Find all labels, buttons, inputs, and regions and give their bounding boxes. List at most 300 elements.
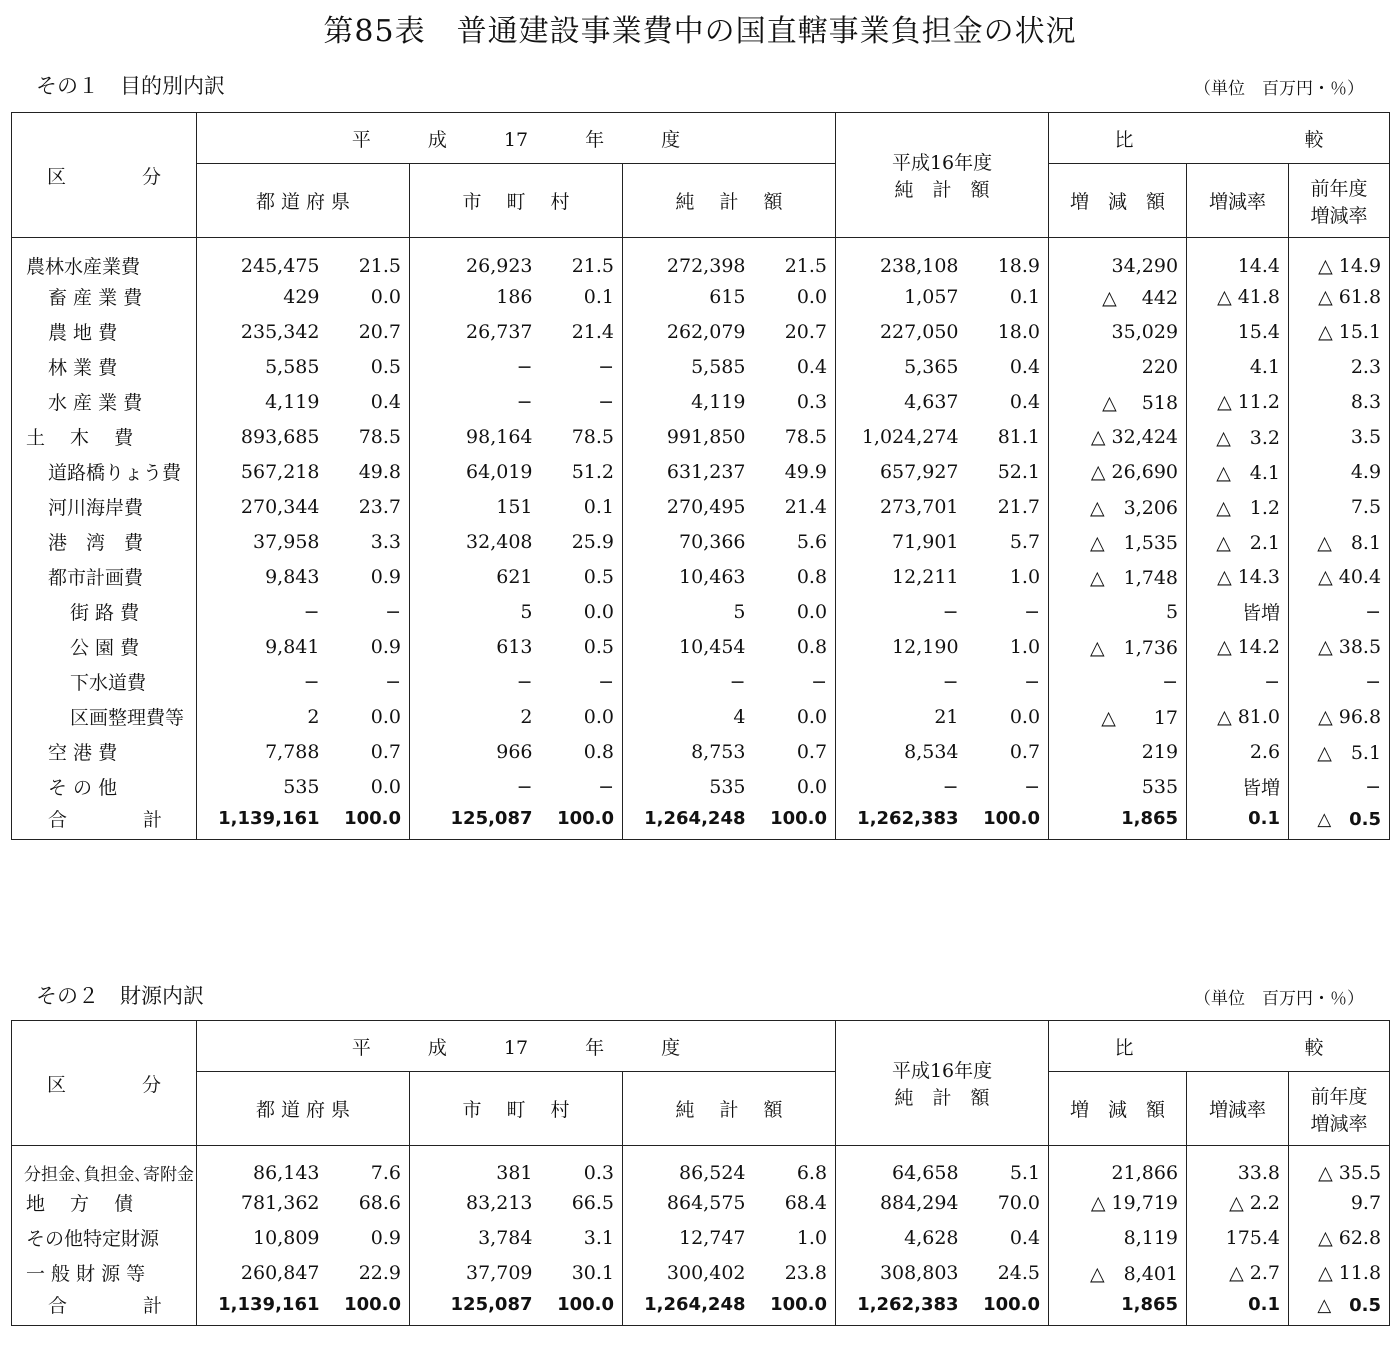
table-cell: 227,050	[836, 314, 967, 349]
table-cell: 6.8	[754, 1146, 836, 1186]
table-cell: △ 11.2	[1187, 384, 1289, 419]
table-cell: 0.5	[541, 629, 623, 664]
table-cell: △ 14.2	[1187, 629, 1289, 664]
table-cell: △ 3,206	[1049, 489, 1187, 524]
row-label: 地 方 債	[12, 1185, 197, 1220]
section-2-unit: （単位 百万円・％）	[1194, 989, 1364, 1009]
table-cell: 0.1	[967, 279, 1049, 314]
header-h16-line1: 平成16年度	[891, 1060, 993, 1082]
table-cell: 2	[197, 699, 328, 734]
table-cell: −	[967, 664, 1049, 699]
table-cell: 21.5	[328, 238, 410, 280]
table-row	[12, 734, 1390, 769]
table-row	[12, 1146, 1390, 1186]
table-cell: 1.0	[967, 629, 1049, 664]
table-cell: 262,079	[623, 314, 754, 349]
table-cell: 12,747	[623, 1220, 754, 1255]
table-cell: △ 1,736	[1049, 629, 1187, 664]
table-cell: −	[754, 664, 836, 699]
table-cell: 0.8	[541, 734, 623, 769]
table-cell: 8.3	[1289, 384, 1390, 419]
table-cell: 100.0	[754, 1290, 836, 1325]
table-cell: △ 1.2	[1187, 489, 1289, 524]
table-cell: 18.0	[967, 314, 1049, 349]
table-cell: 1,139,161	[197, 804, 328, 839]
table-cell: △ 2.1	[1187, 524, 1289, 559]
table-cell: 52.1	[967, 454, 1049, 489]
table-cell: 23.8	[754, 1255, 836, 1290]
table-cell: 186	[410, 279, 541, 314]
table-row	[12, 1185, 1390, 1220]
table-cell: 83,213	[410, 1185, 541, 1220]
table-cell: −	[541, 384, 623, 419]
table-row	[12, 524, 1390, 559]
table-cell: △ 61.8	[1289, 279, 1390, 314]
table-cell: 0.7	[967, 734, 1049, 769]
table-cell: 21.5	[754, 238, 836, 280]
row-label: そ の 他	[12, 769, 197, 804]
section-1-unit: （単位 百万円・％）	[1194, 79, 1364, 99]
table-cell: 100.0	[967, 1290, 1049, 1325]
table-cell: 1,264,248	[623, 1290, 754, 1325]
table-row	[12, 559, 1390, 594]
table-cell: 10,463	[623, 559, 754, 594]
table-cell: 70.0	[967, 1185, 1049, 1220]
table-cell: 4	[623, 699, 754, 734]
table-row	[12, 454, 1390, 489]
table-cell: 5.6	[754, 524, 836, 559]
table-cell: 78.5	[541, 419, 623, 454]
table-cell: 24.5	[967, 1255, 1049, 1290]
table-cell: 0.0	[754, 279, 836, 314]
header-zennendo-line2: 増減率	[1310, 204, 1368, 227]
table-cell: 220	[1049, 349, 1187, 384]
section-1-subtitle: その１ 目的別内訳	[36, 74, 225, 98]
row-label: 合 計	[12, 1290, 197, 1325]
header-junkei: 純 計 額	[623, 164, 836, 238]
table-row	[12, 349, 1390, 384]
table-cell: △ 35.5	[1289, 1146, 1390, 1186]
table-cell: 0.5	[541, 559, 623, 594]
table-cell: △ 4.1	[1187, 454, 1289, 489]
table-cell: △ 8.1	[1289, 524, 1390, 559]
table-cell: 0.7	[328, 734, 410, 769]
table-cell: 21.5	[541, 238, 623, 280]
table-cell: 33.8	[1187, 1146, 1289, 1186]
table-cell: −	[410, 664, 541, 699]
table-cell: 0.0	[754, 699, 836, 734]
table-cell: 0.3	[541, 1146, 623, 1186]
table-row	[12, 238, 1390, 280]
table-cell: 皆増	[1187, 594, 1289, 629]
table-cell: 631,237	[623, 454, 754, 489]
table-cell: 21	[836, 699, 967, 734]
header-zennendo	[1289, 1072, 1390, 1146]
table-cell: 49.8	[328, 454, 410, 489]
table-row	[12, 1255, 1390, 1290]
table-cell: 0.0	[541, 594, 623, 629]
table-cell: 100.0	[967, 804, 1049, 839]
header-hikaku: 比 較	[1049, 113, 1390, 164]
header-zougenritsu: 増減率	[1187, 1072, 1289, 1146]
table-cell: 0.1	[1187, 1290, 1289, 1325]
header-junkei: 純 計 額	[623, 1072, 836, 1146]
table-cell: 0.4	[967, 349, 1049, 384]
table-row	[12, 769, 1390, 804]
row-label: 都市計画費	[12, 559, 197, 594]
table-cell: △ 38.5	[1289, 629, 1390, 664]
table-cell: 1.0	[754, 1220, 836, 1255]
table-row	[12, 314, 1390, 349]
table-cell: △ 96.8	[1289, 699, 1390, 734]
table-cell: 100.0	[328, 804, 410, 839]
table-row	[12, 664, 1390, 699]
table-cell: 32,408	[410, 524, 541, 559]
table-cell: 26,737	[410, 314, 541, 349]
header-shichoson: 市 町 村	[410, 164, 623, 238]
table-cell: 219	[1049, 734, 1187, 769]
table-cell: 5,585	[623, 349, 754, 384]
table-cell: 657,927	[836, 454, 967, 489]
table-cell: 64,019	[410, 454, 541, 489]
table-cell: 0.9	[328, 1220, 410, 1255]
table-cell: 10,454	[623, 629, 754, 664]
table-cell: −	[197, 664, 328, 699]
table-cell: △ 19,719	[1049, 1185, 1187, 1220]
table-cell: 0.0	[754, 594, 836, 629]
section-2-subtitle: その２ 財源内訳	[36, 984, 204, 1008]
table-cell: 0.4	[967, 1220, 1049, 1255]
table-row	[12, 594, 1390, 629]
table-cell: △ 40.4	[1289, 559, 1390, 594]
table-cell: 535	[197, 769, 328, 804]
table-cell: 4,628	[836, 1220, 967, 1255]
table-cell: 4.1	[1187, 349, 1289, 384]
header-kubun: 区 分	[12, 1021, 197, 1146]
table-cell: 5.1	[967, 1146, 1049, 1186]
row-label: 区画整理費等	[12, 699, 197, 734]
table-cell: 5	[410, 594, 541, 629]
table-cell: 125,087	[410, 1290, 541, 1325]
table-cell: 0.0	[754, 769, 836, 804]
table-cell: 1,139,161	[197, 1290, 328, 1325]
table-cell: △ 26,690	[1049, 454, 1187, 489]
table-cell: 100.0	[541, 1290, 623, 1325]
table-cell: 8,753	[623, 734, 754, 769]
table-row	[12, 489, 1390, 524]
table-cell: 0.1	[541, 489, 623, 524]
table-cell: −	[541, 349, 623, 384]
table-cell: 71,901	[836, 524, 967, 559]
table-cell: 0.9	[328, 629, 410, 664]
table-cell: 78.5	[328, 419, 410, 454]
table-cell: 0.0	[328, 769, 410, 804]
header-zougenritsu: 増減率	[1187, 164, 1289, 238]
table-cell: 613	[410, 629, 541, 664]
table-cell: 70,366	[623, 524, 754, 559]
table-cell: 35,029	[1049, 314, 1187, 349]
table-cell: 893,685	[197, 419, 328, 454]
row-label: 公 園 費	[12, 629, 197, 664]
table-cell: −	[836, 664, 967, 699]
table-cell: 1,057	[836, 279, 967, 314]
row-label: 畜 産 業 費	[12, 279, 197, 314]
table-cell: 0.8	[754, 559, 836, 594]
table-cell: −	[967, 594, 1049, 629]
table-cell: 98,164	[410, 419, 541, 454]
table-cell: 21.4	[754, 489, 836, 524]
table-row	[12, 1290, 1390, 1325]
table-cell: −	[836, 769, 967, 804]
table-cell: 272,398	[623, 238, 754, 280]
table-cell: 5,365	[836, 349, 967, 384]
table-cell: 0.9	[328, 559, 410, 594]
table-cell: 15.4	[1187, 314, 1289, 349]
row-label: 街 路 費	[12, 594, 197, 629]
table-cell: 2.3	[1289, 349, 1390, 384]
header-h16-line2: 純 計 額	[894, 1087, 990, 1109]
table-cell: 1.0	[967, 559, 1049, 594]
row-label: 農 地 費	[12, 314, 197, 349]
table-cell: −	[328, 594, 410, 629]
table-cell: 51.2	[541, 454, 623, 489]
purpose-breakdown-table	[11, 112, 1390, 840]
header-hikaku: 比 較	[1049, 1021, 1390, 1072]
table-cell: 81.1	[967, 419, 1049, 454]
table-cell: −	[410, 349, 541, 384]
table-cell: 1,262,383	[836, 1290, 967, 1325]
table-cell: △ 14.3	[1187, 559, 1289, 594]
table-cell: △ 0.5	[1289, 1290, 1390, 1325]
header-todofuken: 都 道 府 県	[197, 1072, 410, 1146]
row-label: 港 湾 費	[12, 524, 197, 559]
table-cell: 86,524	[623, 1146, 754, 1186]
table-cell: △ 1,535	[1049, 524, 1187, 559]
table-cell: 86,143	[197, 1146, 328, 1186]
table-cell: 567,218	[197, 454, 328, 489]
table-cell: 68.6	[328, 1185, 410, 1220]
table-cell: △ 81.0	[1187, 699, 1289, 734]
table-cell: −	[197, 594, 328, 629]
table-cell: 0.0	[541, 699, 623, 734]
table-cell: △ 62.8	[1289, 1220, 1390, 1255]
table-cell: −	[410, 769, 541, 804]
table-cell: 273,701	[836, 489, 967, 524]
header-zougengaku: 増 減 額	[1049, 1072, 1187, 1146]
table-cell: 0.4	[328, 384, 410, 419]
table-cell: 3.1	[541, 1220, 623, 1255]
table-cell: △ 5.1	[1289, 734, 1390, 769]
table-cell: 37,709	[410, 1255, 541, 1290]
table-cell: 125,087	[410, 804, 541, 839]
table-row	[12, 419, 1390, 454]
table-cell: 66.5	[541, 1185, 623, 1220]
table-cell: 0.0	[328, 699, 410, 734]
table-row	[12, 699, 1390, 734]
table-cell: 1,865	[1049, 1290, 1187, 1325]
table-cell: 18.9	[967, 238, 1049, 280]
table-cell: −	[836, 594, 967, 629]
header-zennendo	[1289, 164, 1390, 238]
table-cell: 21,866	[1049, 1146, 1187, 1186]
table-cell: 270,495	[623, 489, 754, 524]
row-label: 河川海岸費	[12, 489, 197, 524]
table-cell: △ 3.2	[1187, 419, 1289, 454]
table-cell: 781,362	[197, 1185, 328, 1220]
table-cell: 2	[410, 699, 541, 734]
table-cell: 23.7	[328, 489, 410, 524]
header-kubun: 区 分	[12, 113, 197, 238]
table-cell: −	[1289, 664, 1390, 699]
table-cell: 2.6	[1187, 734, 1289, 769]
table-cell: 621	[410, 559, 541, 594]
table-cell: △ 15.1	[1289, 314, 1390, 349]
header-zennendo-line1: 前年度	[1310, 1085, 1368, 1108]
table-cell: 864,575	[623, 1185, 754, 1220]
table-cell: 8,534	[836, 734, 967, 769]
header-zougengaku: 増 減 額	[1049, 164, 1187, 238]
table-cell: 4,119	[197, 384, 328, 419]
table-row	[12, 1220, 1390, 1255]
table-cell: 34,290	[1049, 238, 1187, 280]
table-cell: △ 32,424	[1049, 419, 1187, 454]
table-cell: 0.1	[1187, 804, 1289, 839]
table-cell: 21.4	[541, 314, 623, 349]
table-cell: 1,262,383	[836, 804, 967, 839]
row-label: 水 産 業 費	[12, 384, 197, 419]
table-cell: 4,119	[623, 384, 754, 419]
table-cell: 535	[623, 769, 754, 804]
table-cell: 0.4	[754, 349, 836, 384]
table-row	[12, 804, 1390, 839]
table-cell: 151	[410, 489, 541, 524]
table-cell: 966	[410, 734, 541, 769]
table-cell: △ 41.8	[1187, 279, 1289, 314]
table-cell: 30.1	[541, 1255, 623, 1290]
table-cell: △ 17	[1049, 699, 1187, 734]
header-h17: 平 成 17 年 度	[197, 1021, 836, 1072]
table-cell: 0.0	[328, 279, 410, 314]
table-cell: 20.7	[754, 314, 836, 349]
table-cell: 5	[1049, 594, 1187, 629]
table-cell: 21.7	[967, 489, 1049, 524]
header-h16-line1: 平成16年度	[891, 152, 993, 174]
table-cell: 0.8	[754, 629, 836, 664]
table-cell: −	[623, 664, 754, 699]
table-cell: 5	[623, 594, 754, 629]
header-h17: 平 成 17 年 度	[197, 113, 836, 164]
table-cell: 100.0	[328, 1290, 410, 1325]
table-cell: 37,958	[197, 524, 328, 559]
table-cell: 300,402	[623, 1255, 754, 1290]
table-cell: 9,843	[197, 559, 328, 594]
table-cell: 49.9	[754, 454, 836, 489]
table-cell: 3.3	[328, 524, 410, 559]
table-cell: 1,865	[1049, 804, 1187, 839]
table-cell: △ 14.9	[1289, 238, 1390, 280]
table-cell: 12,211	[836, 559, 967, 594]
table-cell: 9,841	[197, 629, 328, 664]
table-cell: 4,637	[836, 384, 967, 419]
table-cell: △ 2.2	[1187, 1185, 1289, 1220]
table-cell: −	[1187, 664, 1289, 699]
table-cell: △ 8,401	[1049, 1255, 1187, 1290]
table-cell: −	[328, 664, 410, 699]
row-label: 農林水産業費	[12, 238, 197, 280]
table-cell: 535	[1049, 769, 1187, 804]
table-cell: −	[541, 769, 623, 804]
table-cell: 7.5	[1289, 489, 1390, 524]
row-label: 下水道費	[12, 664, 197, 699]
table-cell: △ 1,748	[1049, 559, 1187, 594]
table-cell: 245,475	[197, 238, 328, 280]
table-cell: △ 442	[1049, 279, 1187, 314]
table-cell: 9.7	[1289, 1185, 1390, 1220]
table-cell: 20.7	[328, 314, 410, 349]
table-cell: 4.9	[1289, 454, 1390, 489]
table-cell: 12,190	[836, 629, 967, 664]
table-cell: 5,585	[197, 349, 328, 384]
table-cell: 381	[410, 1146, 541, 1186]
table-cell: 100.0	[541, 804, 623, 839]
table-cell: 25.9	[541, 524, 623, 559]
table-cell: 884,294	[836, 1185, 967, 1220]
table-cell: 991,850	[623, 419, 754, 454]
table-cell: 8,119	[1049, 1220, 1187, 1255]
table-cell: −	[1289, 594, 1390, 629]
table-cell: −	[1049, 664, 1187, 699]
table-cell: −	[410, 384, 541, 419]
header-h16	[836, 113, 1049, 238]
header-h16	[836, 1021, 1049, 1146]
table-cell: 10,809	[197, 1220, 328, 1255]
table-row	[12, 629, 1390, 664]
table-cell: −	[967, 769, 1049, 804]
table-cell: −	[541, 664, 623, 699]
row-label: 合 計	[12, 804, 197, 839]
table-cell: 235,342	[197, 314, 328, 349]
table-cell: 皆増	[1187, 769, 1289, 804]
table-row	[12, 279, 1390, 314]
table-cell: 64,658	[836, 1146, 967, 1186]
table-cell: 270,344	[197, 489, 328, 524]
header-shichoson: 市 町 村	[410, 1072, 623, 1146]
table-cell: △ 0.5	[1289, 804, 1390, 839]
table-cell: 260,847	[197, 1255, 328, 1290]
table-cell: 238,108	[836, 238, 967, 280]
header-zennendo-line2: 増減率	[1310, 1112, 1368, 1135]
table-cell: 0.5	[328, 349, 410, 384]
table-cell: 7.6	[328, 1146, 410, 1186]
funding-breakdown-table	[11, 1020, 1390, 1326]
page-title: 第85表 普通建設事業費中の国直轄事業負担金の状況	[323, 14, 1077, 49]
table-cell: 0.7	[754, 734, 836, 769]
table-cell: 14.4	[1187, 238, 1289, 280]
table-cell: 1,024,274	[836, 419, 967, 454]
row-label: 一 般 財 源 等	[12, 1255, 197, 1290]
row-label: 分担金､負担金､寄附金	[12, 1146, 197, 1186]
table-cell: 0.3	[754, 384, 836, 419]
table-cell: 175.4	[1187, 1220, 1289, 1255]
row-label: その他特定財源	[12, 1220, 197, 1255]
table-cell: 3.5	[1289, 419, 1390, 454]
table-cell: 615	[623, 279, 754, 314]
table-cell: 26,923	[410, 238, 541, 280]
table-cell: 0.1	[541, 279, 623, 314]
table-cell: 78.5	[754, 419, 836, 454]
header-zennendo-line1: 前年度	[1310, 177, 1368, 200]
table-cell: 22.9	[328, 1255, 410, 1290]
